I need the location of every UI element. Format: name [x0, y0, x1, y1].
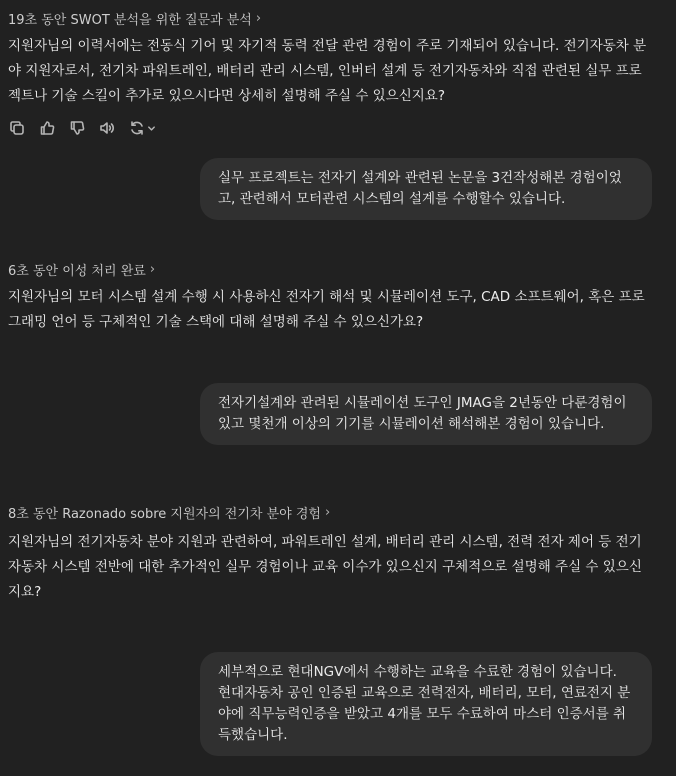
chevron-down-icon [147, 124, 156, 133]
assistant-message-1: 지원자님의 이력서에는 전동식 기어 및 자기적 동력 전달 관련 경험이 주로 기재되어 있습니다. 전기자동차 분야 지원자로서, 전기차 파워트레인, 배터리 관리 시스템, 인버터 설계 등 전기자동차와 직접 관련된 실무 프로젝트나 기술 스킬이 추가로 있으시다면 상세히 설명해 주실 수 있으신지요? [8, 38, 647, 104]
thumbs-down-icon[interactable] [68, 119, 86, 137]
thought-label: 6초 동안 이성 처리 완료 [8, 264, 146, 279]
message-actions [8, 119, 156, 137]
user-message-2: 전자기설계와 관려된 시뮬레이션 도구인 JMAG을 2년동안 다룬경험이있고 몇천개 이상의 기기를 시뮬레이션 해석해본 경험이 있습니다. [200, 383, 652, 445]
thought-toggle-1[interactable] [8, 9, 261, 28]
assistant-message-2: 지원자님의 모터 시스템 설계 수행 시 사용하신 전자기 해석 및 시뮬레이션 도구, CAD 소프트웨어, 혹은 프로그래밍 언어 등 구체적인 기술 스택에 대해 설명해 주실 수 있으신가요? [8, 289, 645, 330]
thought-label: 8초 동안 Razonado sobre 지원자의 전기차 분야 경험 [8, 507, 321, 522]
thought-toggle-3[interactable] [8, 503, 330, 522]
user-message-1: 실무 프로젝트는 전자기 설계와 관련된 논문을 3건작성해본 경험이었고, 관련해서 모터관련 시스템의 설계를 수행할수 있습니다. [200, 158, 652, 220]
regenerate-icon[interactable] [128, 119, 156, 137]
read-aloud-icon[interactable] [98, 119, 116, 137]
copy-icon[interactable] [8, 119, 26, 137]
assistant-message-3: 지원자님의 전기자동차 분야 지원과 관련하여, 파워트레인 설계, 배터리 관리 시스템, 전력 전자 제어 등 전기자동차 시스템 전반에 대한 추가적인 실무 경험이나 교육 이수가 있으신지 구체적으로 설명해 주실 수 있으신지요? [8, 534, 642, 600]
chevron-right-icon: › [149, 262, 156, 277]
chevron-right-icon: › [324, 505, 331, 520]
chevron-right-icon: › [255, 11, 262, 26]
thought-toggle-2[interactable] [8, 260, 155, 279]
thought-label: 19초 동안 SWOT 분석을 위한 질문과 분석 [8, 13, 252, 28]
user-message-3: 세부적으로 현대NGV에서 수행하는 교육을 수료한 경험이 있습니다. 현대자동차 공인 인증된 교육으로 전력전자, 배터리, 모터, 연료전지 분야에 직무능력인증을 받았고 4개를 모두 수료하여 마스터 인증서를 취득했습니다. [200, 652, 652, 756]
thumbs-up-icon[interactable] [38, 119, 56, 137]
